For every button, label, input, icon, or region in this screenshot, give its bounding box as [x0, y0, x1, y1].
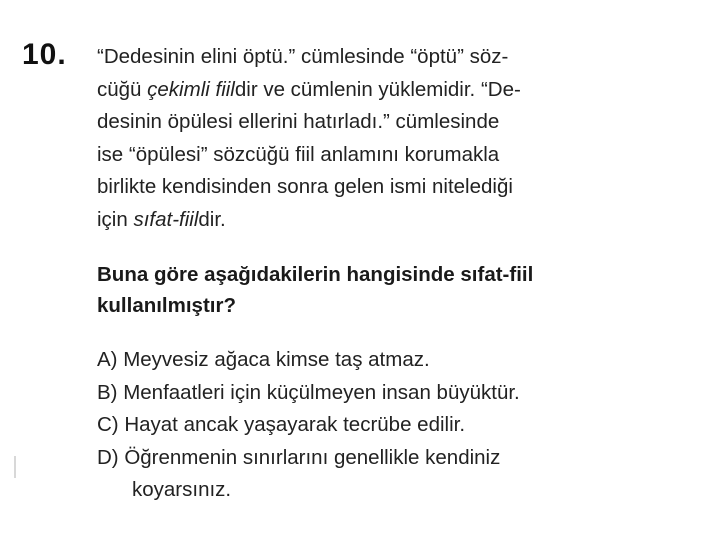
passage-line: ise “öpülesi” sözcüğü fiil anlamını korumakla — [97, 142, 500, 166]
passage-emphasis: sıfat-fiil — [133, 207, 199, 231]
passage-line: “Dedesinin elini öptü.” cümlesinde “öptü” söz- — [97, 45, 509, 68]
question-passage — [97, 41, 697, 236]
option-d[interactable]: D) Öğrenmenin sınırlarını genellikle kendiniz — [97, 445, 501, 469]
option-b[interactable]: B) Menfaatleri için küçülmeyen insan büyüktür. — [97, 380, 520, 404]
passage-emphasis: çekimli fiil — [147, 77, 235, 101]
passage-line: desinin öpülesi ellerini hatırladı.” cümlesinde — [97, 110, 500, 133]
passage-line — [97, 74, 697, 107]
passage-text: için — [97, 207, 134, 231]
option-a[interactable]: A) Meyvesiz ağaca kimse taş atmaz. — [97, 348, 430, 371]
passage-text: dir ve cümlenin yüklemidir. “De- — [234, 77, 521, 101]
passage-text: dir. — [198, 207, 226, 231]
question-number: 10. — [22, 38, 67, 71]
prompt-line: Buna göre aşağıdakilerin hangisinde sıfat-fiil — [97, 263, 534, 286]
passage-line — [97, 204, 697, 237]
question-prompt — [97, 259, 697, 321]
option-d-continuation[interactable]: koyarsınız. — [132, 478, 232, 501]
passage-text: cüğü — [97, 77, 148, 101]
passage-line: birlikte kendisinden sonra gelen ismi nitelediği — [97, 175, 513, 198]
answer-options — [97, 344, 717, 507]
prompt-line: kullanılmıştır? — [97, 294, 236, 317]
option-c[interactable]: C) Hayat ancak yaşayarak tecrübe edilir. — [97, 413, 466, 436]
scan-edge-mark — [14, 456, 16, 478]
